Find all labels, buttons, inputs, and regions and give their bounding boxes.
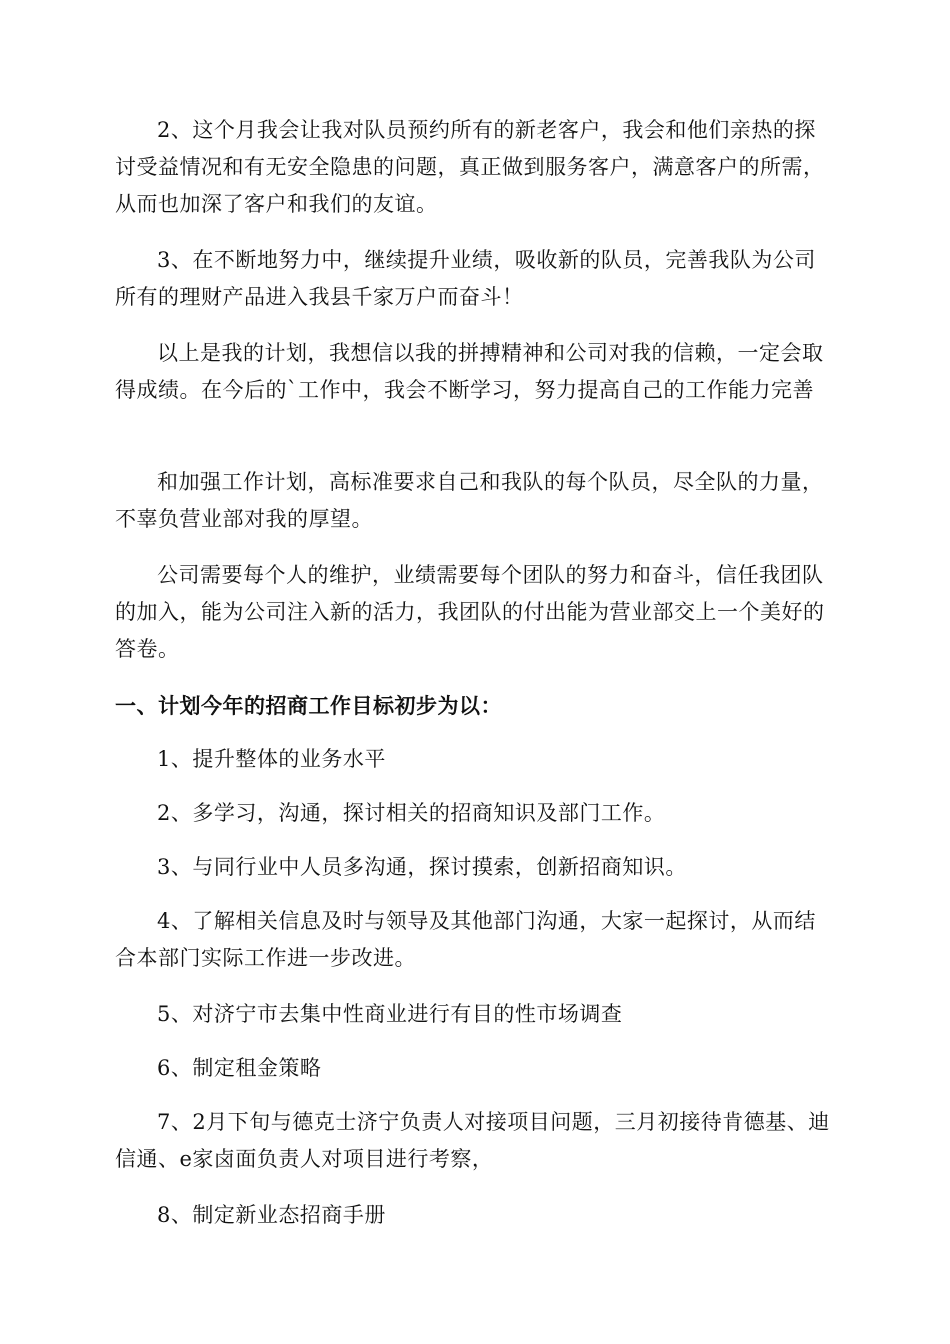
list-item-3: 3、与同行业中人员多沟通，探讨摸索，创新招商知识。 — [157, 855, 687, 879]
list-item-2: 2、多学习，沟通，探讨相关的招商知识及部门工作。 — [157, 801, 666, 825]
list-item-4: 4、了解相关信息及时与领导及其他部门沟通，大家一起探讨，从而结合本部门实际工作进一步改进。 — [115, 909, 816, 970]
paragraph-2: 3、在不断地努力中，继续提升业绩，吸收新的队员，完善我队为公司所有的理财产品进入我县千家万户而奋斗！ — [115, 248, 816, 309]
list-item-5: 5、对济宁市去集中性商业进行有目的性市场调查 — [157, 1002, 623, 1026]
list-item-1: 1、提升整体的业务水平 — [157, 747, 386, 771]
section-heading: 一、计划今年的招商工作目标初步为以： — [115, 694, 502, 718]
list-item-8: 8、制定新业态招商手册 — [157, 1203, 386, 1227]
list-item-6: 6、制定租金策略 — [157, 1056, 322, 1080]
paragraph-4: 和加强工作计划，高标准要求自己和我队的每个队员，尽全队的力量，不辜负营业部对我的厚望。 — [115, 470, 824, 531]
paragraph-3: 以上是我的计划，我想信以我的拼搏精神和公司对我的信赖，一定会取得成绩。在今后的`工作中，我会不断学习，努力提高自己的工作能力完善 — [115, 341, 824, 402]
list-item-7: 7、2月下旬与德克士济宁负责人对接项目问题，三月初接待肯德基、迪信通、e家卤面负责人对项目进行考察， — [115, 1110, 830, 1171]
paragraph-5: 公司需要每个人的维护，业绩需要每个团队的努力和奋斗，信任我团队的加入，能为公司注入新的活力，我团队的付出能为营业部交上一个美好的答卷。 — [115, 563, 825, 661]
paragraph-1: 2、这个月我会让我对队员预约所有的新老客户，我会和他们亲热的探讨受益情况和有无安全隐患的问题，真正做到服务客户，满意客户的所需，从而也加深了客户和我们的友谊。 — [115, 118, 825, 216]
